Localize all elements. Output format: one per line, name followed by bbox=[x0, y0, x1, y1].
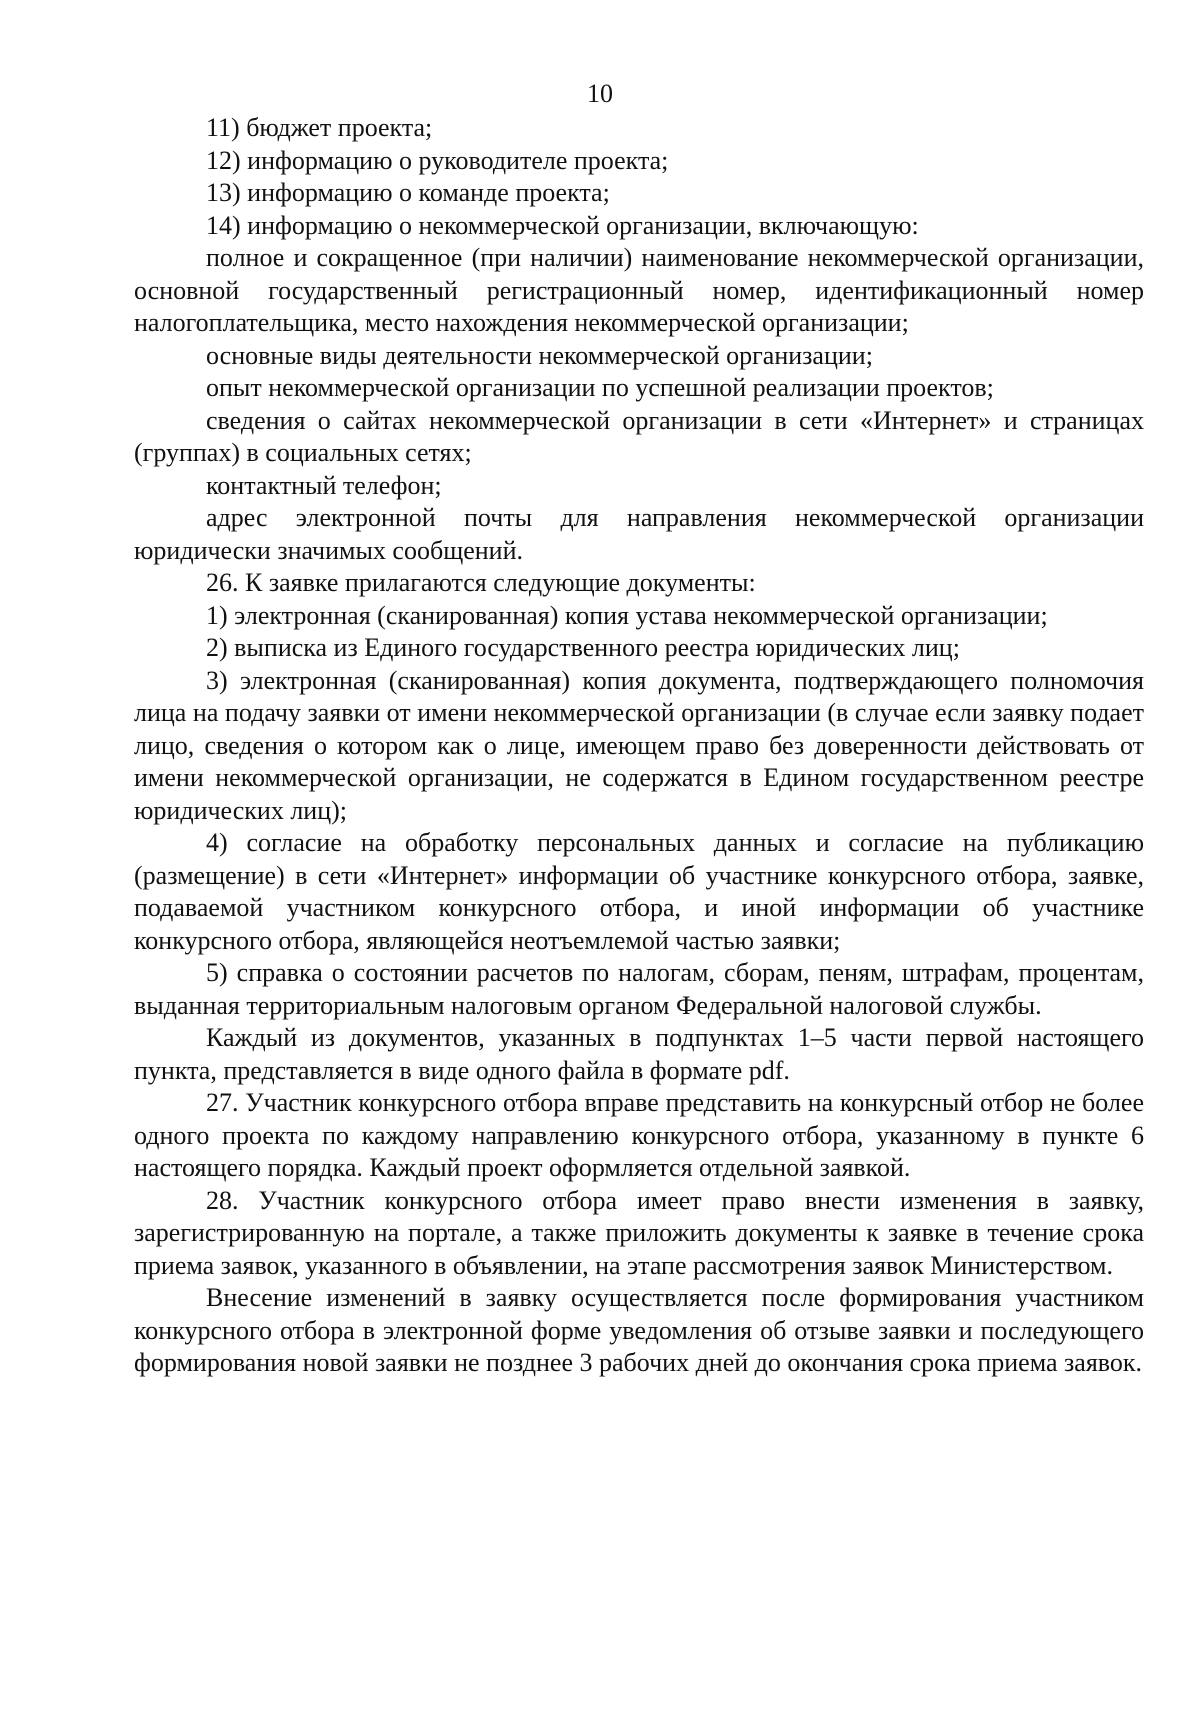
list-item-registry-extract: 2) выписка из Единого государственного реестра юридических лиц; bbox=[206, 633, 960, 662]
paragraph-pdf-format: Каждый из документов, указанных в подпунктах 1–5 части первой настоящего пункта, представляется в виде одного файла в формате pdf. bbox=[134, 1023, 1144, 1085]
document-body bbox=[134, 112, 1144, 1380]
list-item-budget: 11) бюджет проекта; bbox=[206, 113, 433, 142]
section-28-paragraph: 28. Участник конкурсного отбора имеет право внести изменения в заявку, зарегистрированную на портале, а также приложить документы к заявке в течение срока приема заявок, указанного в объявлении, на этапе рассмотрения заявок Министерством. bbox=[134, 1185, 1144, 1280]
list-item-authority-document: 3) электронная (сканированная) копия документа, подтверждающего полномочия лица на подачу заявки от имени некоммерческой организации (в случае если заявку подает лицо, сведения о котором как о лице, имеющем право без доверенности действовать от имени некоммерческой организации, не содержатся в Едином государственном реестре юридических лиц); bbox=[134, 665, 1144, 825]
paragraph-email: адрес электронной почты для направления некоммерческой организации юридически значимых сообщений. bbox=[134, 503, 1144, 565]
paragraph-phone: контактный телефон; bbox=[206, 470, 442, 500]
paragraph-experience: опыт некоммерческой организации по успешной реализации проектов; bbox=[206, 373, 994, 402]
paragraph-organization-names: полное и сокращенное (при наличии) наименование некоммерческой организации, основной государственный регистрационный номер, идентификационный номер налогоплательщика, место нахождения некоммерческой организации; bbox=[134, 243, 1144, 337]
section-26-heading: 26. К заявке прилагаются следующие документы: bbox=[206, 568, 756, 597]
paragraph-activities: основные виды деятельности некоммерческой организации; bbox=[206, 340, 873, 370]
list-item-charter-copy: 1) электронная (сканированная) копия устава некоммерческой организации; bbox=[206, 600, 1048, 630]
list-item-tax-certificate: 5) справка о состоянии расчетов по налогам, сборам, пеням, штрафам, процентам, выданная территориальным налоговым органом Федеральной налоговой службы. bbox=[134, 958, 1144, 1020]
section-27-paragraph: 27. Участник конкурсного отбора вправе представить на конкурсный отбор не более одного проекта по каждому направлению конкурсного отбора, указанному в пункте 6 настоящего порядка. Каждый проект оформляется отдельной заявкой. bbox=[134, 1088, 1144, 1182]
paragraph-changes-procedure: Внесение изменений в заявку осуществляется после формирования участником конкурсного отбора в электронной форме уведомления об отзыве заявки и последующего формирования новой заявки не позднее 3 рабочих дней до окончания срока приема заявок. bbox=[134, 1283, 1144, 1377]
page-number: 10 bbox=[587, 79, 613, 108]
list-item-organization-info: 14) информацию о некоммерческой организации, включающую: bbox=[206, 210, 919, 240]
list-item-project-leader: 12) информацию о руководителе проекта; bbox=[206, 145, 669, 175]
list-item-project-team: 13) информацию о команде проекта; bbox=[206, 178, 610, 207]
paragraph-websites: сведения о сайтах некоммерческой организации в сети «Интернет» и страницах (группах) в социальных сетях; bbox=[134, 405, 1144, 467]
list-item-consent: 4) согласие на обработку персональных данных и согласие на публикацию (размещение) в сети «Интернет» информации об участнике конкурсного отбора, заявке, подаваемой участником конкурсного отбора, и иной информации об участнике конкурсного отбора, являющейся неотъемлемой частью заявки; bbox=[134, 828, 1144, 955]
